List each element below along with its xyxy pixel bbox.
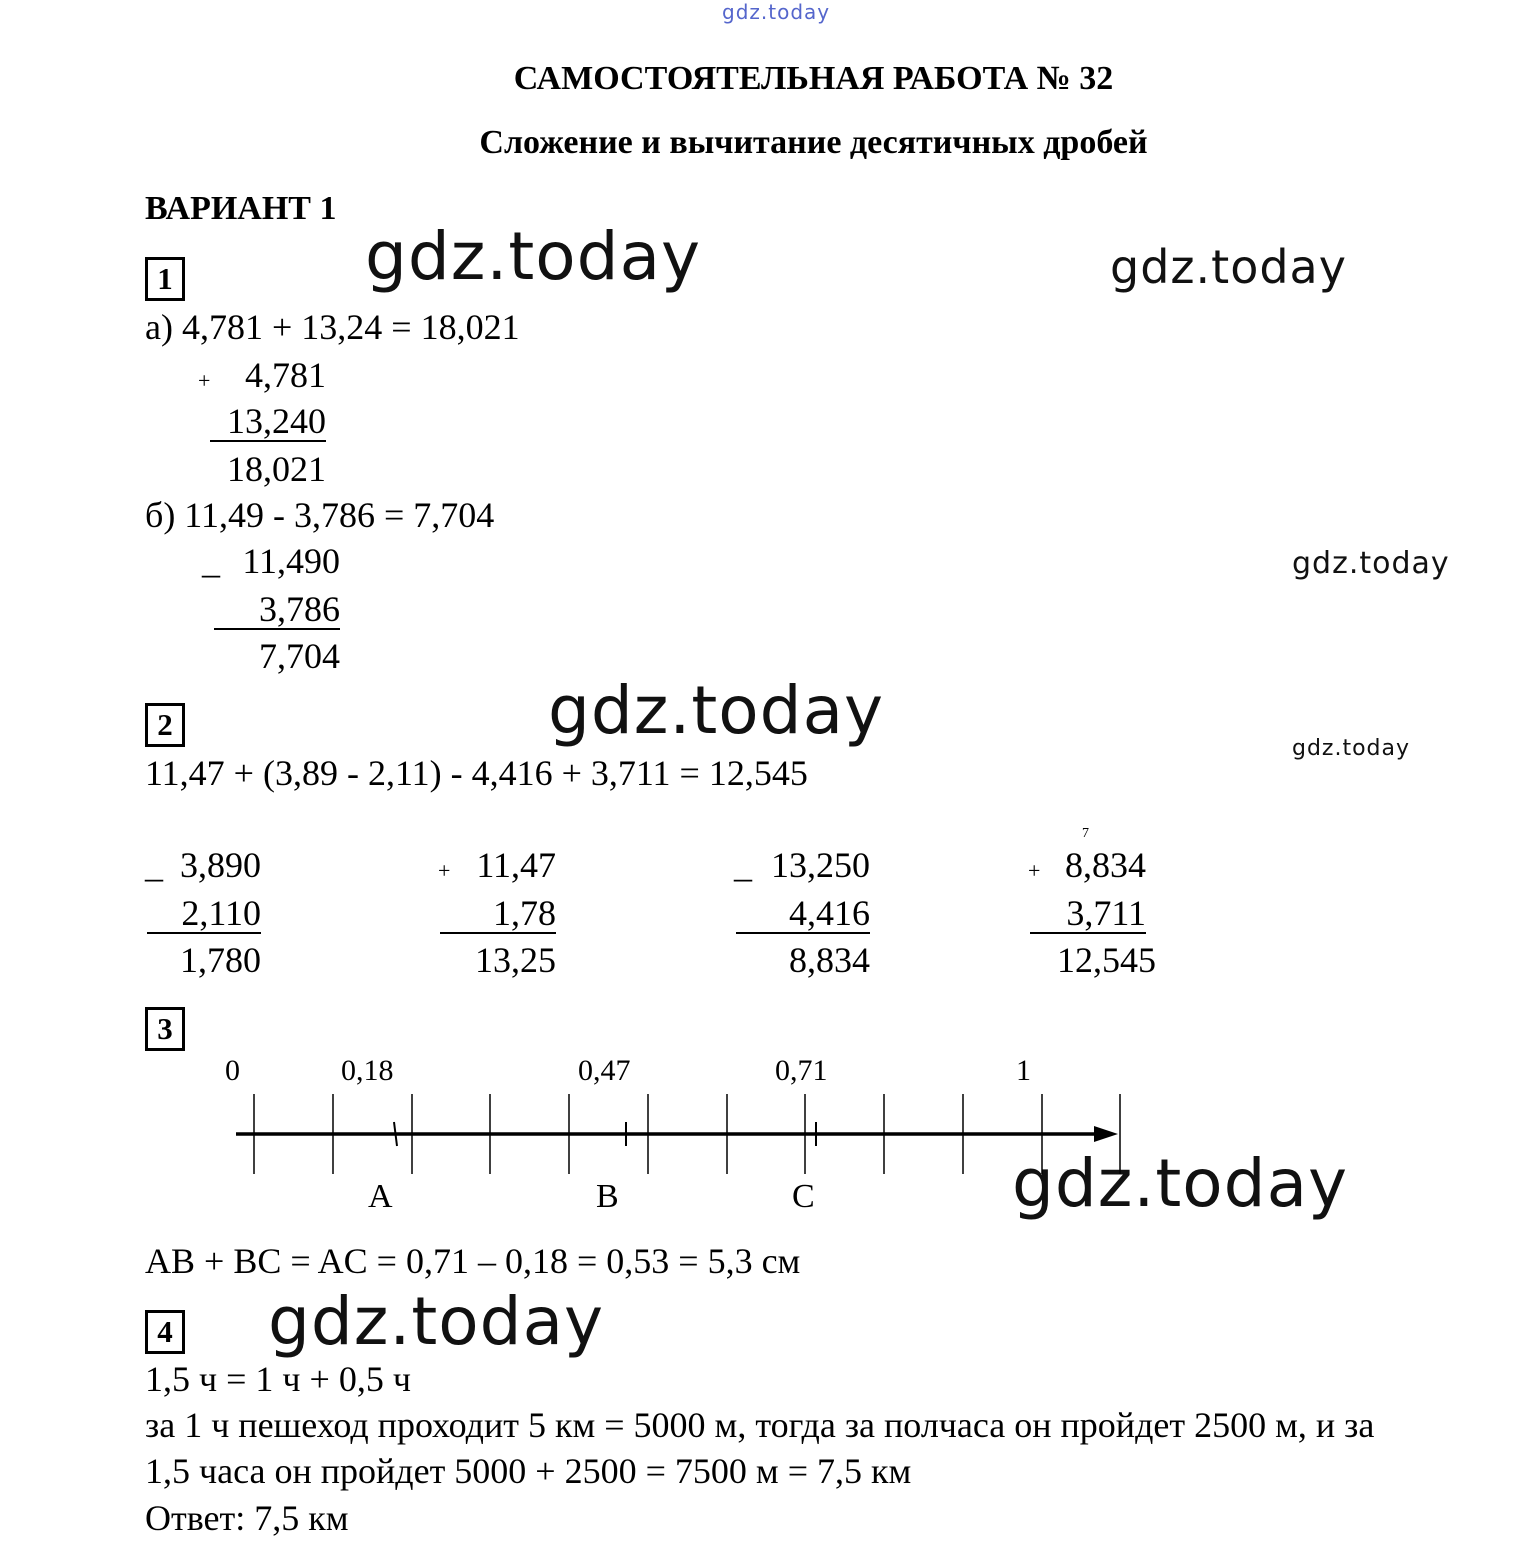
task2-col2-top: 11,47 (476, 845, 556, 885)
task2-col4-carry: 7 (1082, 826, 1089, 841)
task-number-3: 3 (145, 1007, 185, 1051)
task4-answer: Ответ: 7,5 км (145, 1498, 349, 1538)
number-line (230, 1090, 1130, 1180)
watermark-top: gdz.today (722, 0, 831, 24)
task1-b-equation: б) 11,49 - 3,786 = 7,704 (145, 495, 495, 535)
task1-b-top: 11,490 (242, 541, 340, 581)
axis-label-047: 0,47 (578, 1054, 631, 1087)
task2-col1-sign: _ (145, 845, 163, 885)
task3-answer: AB + BC = AC = 0,71 – 0,18 = 0,53 = 5,3 см (145, 1241, 801, 1281)
watermark-large-4: gdz.today (268, 1283, 605, 1360)
task2-col4-sign: + (1028, 858, 1041, 883)
task2-col2-bottom: 1,78 (440, 892, 556, 934)
task2-col1-bottom: 2,110 (147, 892, 261, 934)
task1-a-result: 18,021 (227, 449, 326, 489)
page-subtitle: Сложение и вычитание десятичных дробей (479, 124, 1148, 161)
point-c-label: C (792, 1178, 815, 1215)
task-number-4: 4 (145, 1310, 185, 1354)
task2-col4-bottom: 3,711 (1030, 892, 1146, 934)
watermark-large-2: gdz.today (548, 672, 885, 749)
watermark-large-1: gdz.today (365, 218, 702, 295)
task2-col3-sign: _ (734, 845, 752, 885)
task2-col3-result: 8,834 (789, 940, 870, 980)
task2-col3-bottom: 4,416 (736, 892, 870, 934)
axis-label-071: 0,71 (775, 1054, 828, 1087)
task-number-2: 2 (145, 703, 185, 747)
task2-col4-top: 8,834 (1065, 845, 1146, 885)
task2-col2-result: 13,25 (475, 940, 556, 980)
task1-b-bottom: 3,786 (214, 588, 340, 630)
task1-a-equation: а) 4,781 + 13,24 = 18,021 (145, 307, 520, 347)
task1-a-top: 4,781 (245, 355, 326, 395)
task4-line-1: 1,5 ч = 1 ч + 0,5 ч (145, 1359, 411, 1399)
watermark-medium-1: gdz.today (1110, 240, 1347, 294)
task4-line-3: 1,5 часа он пройдет 5000 + 2500 = 7500 м = 7,5 км (145, 1451, 912, 1491)
task2-col2-sign: + (438, 858, 451, 883)
task2-col4-result: 12,545 (1057, 940, 1156, 980)
axis-label-018: 0,18 (341, 1054, 394, 1087)
watermark-small-1: gdz.today (1292, 546, 1450, 581)
axis-label-0: 0 (225, 1054, 240, 1087)
task1-b-sign: _ (202, 541, 220, 581)
point-b-label: B (596, 1178, 619, 1215)
task2-expression: 11,47 + (3,89 - 2,11) - 4,416 + 3,711 = 12,545 (145, 753, 808, 793)
arrow-head-icon (1094, 1126, 1118, 1142)
variant-heading: ВАРИАНТ 1 (145, 190, 337, 227)
axis-label-1: 1 (1016, 1054, 1031, 1087)
watermark-large-3: gdz.today (1012, 1145, 1349, 1222)
task1-a-bottom: 13,240 (210, 400, 326, 442)
task4-line-2: за 1 ч пешеход проходит 5 км = 5000 м, тогда за полчаса он пройдет 2500 м, и за (145, 1405, 1375, 1445)
task2-col3-top: 13,250 (771, 845, 870, 885)
page-title: САМОСТОЯТЕЛЬНАЯ РАБОТА № 32 (513, 60, 1114, 97)
task-number-1: 1 (145, 257, 185, 301)
task1-b-result: 7,704 (259, 636, 340, 676)
task2-col1-top: 3,890 (180, 845, 261, 885)
watermark-small-2: gdz.today (1292, 736, 1411, 761)
task2-col1-result: 1,780 (180, 940, 261, 980)
point-a-label: A (368, 1178, 393, 1215)
task1-a-sign: + (198, 368, 211, 393)
